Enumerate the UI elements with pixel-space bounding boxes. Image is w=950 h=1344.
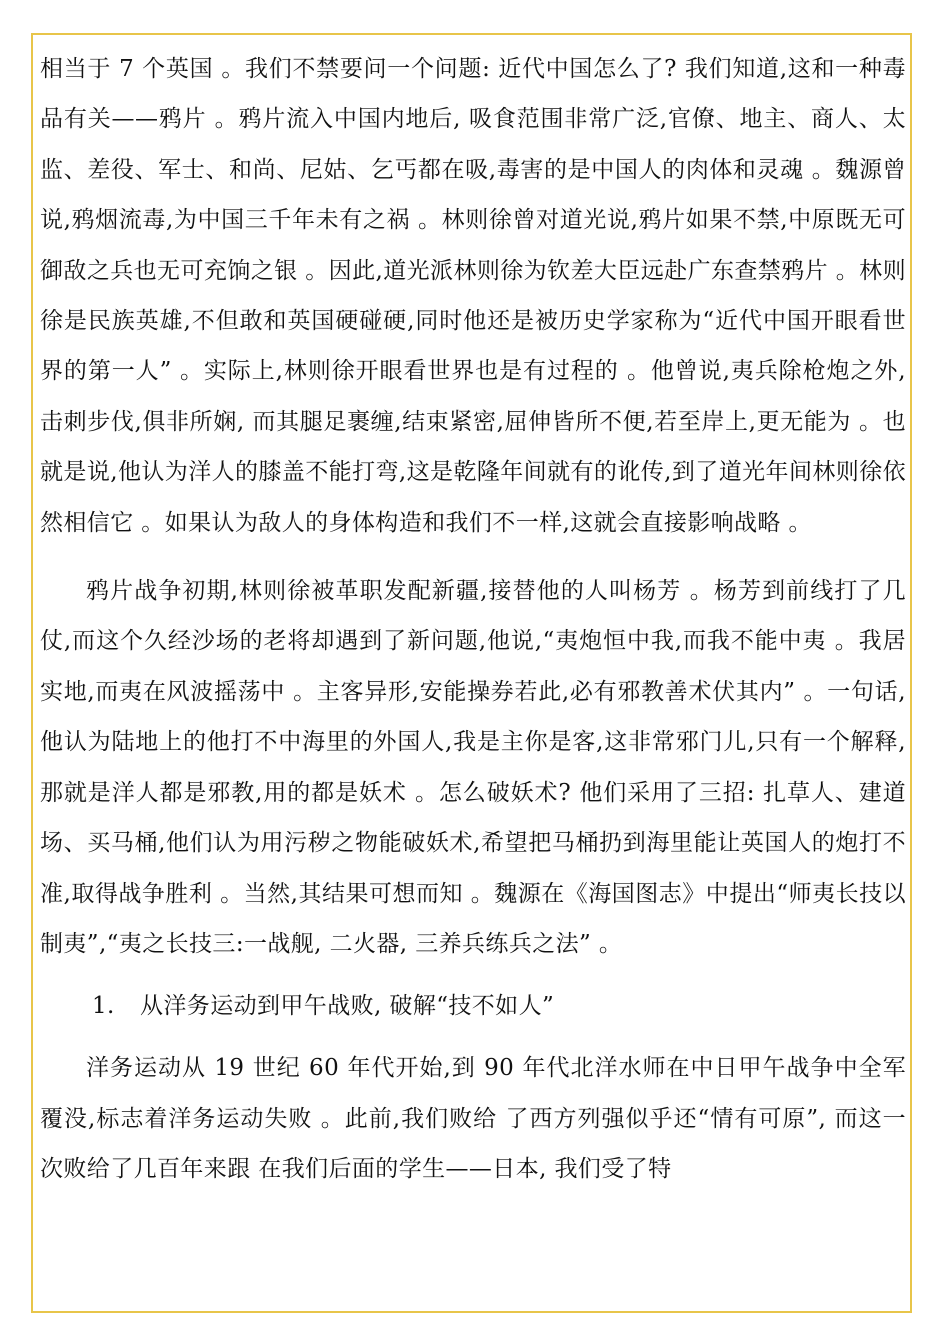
paragraph-opium-intro: 相当于 7 个英国 。我们不禁要问一个问题: 近代中国怎么了? 我们知道,这和一种毒品有关——鸦片 。鸦片流入中国内地后, 吸食范围非常广泛,官僚、地主、商人、太监、差役、军士、和尚、尼姑、乞丐都在吸,毒害的是中国人的肉体和灵魂 。魏源曾说,鸦烟流毒,为中国三千年未有之祸 。林则徐曾对道光说,鸦片如果不禁,中原既无可御敌之兵也无可充饷之银 。因此,道光派林则徐为钦差大臣远赴广东查禁鸦片 。林则徐是民族英雄,不但敢和英国硬碰硬,同时他还是被历史学家称为“近代中国开眼看世界的第一人” 。实际上,林则徐开眼看世界也是有过程的 。他曾说,夷兵除枪炮之外,击刺步伐,俱非所娴, 而其腿足裹缠,结束紧密,屈伸皆所不便,若至岸上,更无能为 。也就是说,他认为洋人的膝盖不能打弯,这是乾隆年间就有的讹传,到了道光年间林则徐依然相信它 。如果认为敌人的身体构造和我们不一样,这就会直接影响战略 。: [40, 56, 906, 536]
section-title: 从洋务运动到甲午战败, 破解“技不如人”: [140, 993, 555, 1020]
paragraph-opium-war: 鸦片战争初期,林则徐被革职发配新疆,接替他的人叫杨芳 。杨芳到前线打了几仗,而这个久经沙场的老将却遇到了新问题,他说,“夷炮恒中我,而我不能中夷 。我居实地,而夷在风波摇荡中 。主客异形,安能操券若此,必有邪教善术伏其内” 。一句话,他认为陆地上的他打不中海里的外国人,我是主你是客,这非常邪门儿,只有一个解释,那就是洋人都是邪教,用的都是妖术 。怎么破妖术? 他们采用了三招: 扎草人、建道场、买马桶,他们认为用污秽之物能破妖术,希望把马桶扔到海里能让英国人的炮打不准,取得战争胜利 。当然,其结果可想而知 。魏源在《海国图志》中提出“师夷长技以制夷”,“夷之长技三:一战舰, 二火器, 三养兵练兵之法” 。: [40, 578, 906, 957]
document-body: [40, 44, 906, 1195]
section-heading: [40, 979, 906, 1033]
paragraph-westernization: 洋务运动从 19 世纪 60 年代开始,到 90 年代北洋水师在中日甲午战争中全军覆没,标志着洋务运动失败 。此前,我们败给 了西方列强似乎还“情有可原”, 而这一次败给了几百年来跟 在我们后面的学生——日本, 我们受了特: [40, 1055, 906, 1183]
section-number: 1.: [92, 993, 115, 1020]
